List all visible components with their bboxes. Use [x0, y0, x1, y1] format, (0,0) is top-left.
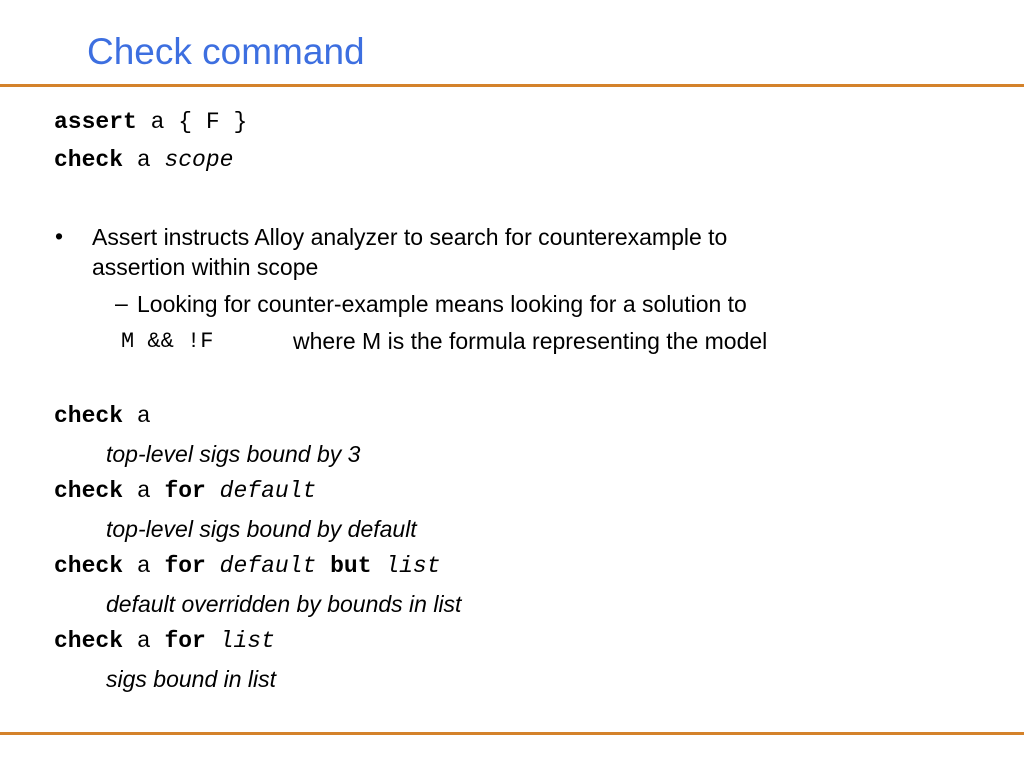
example-command [54, 402, 151, 430]
example-command [54, 477, 316, 505]
assert-rest: a { F } [136, 109, 248, 135]
formula: M && !F [121, 329, 214, 354]
check-scope: scope [164, 147, 234, 173]
formula-description: where M is the formula representing the model [293, 328, 768, 354]
assert-keyword: assert [54, 109, 137, 135]
command-parameter: default [205, 478, 317, 504]
top-divider [0, 84, 1024, 87]
command-text: a [123, 553, 165, 579]
syntax-assert-line [54, 108, 247, 136]
example-command [54, 627, 275, 655]
sub-bullet-text: Looking for counter-example means looking for a solution to [137, 291, 747, 317]
syntax-check-line [54, 146, 233, 174]
command-keyword: check [54, 478, 124, 504]
command-keyword: check [54, 628, 124, 654]
command-keyword: for [164, 553, 206, 579]
example-command [54, 552, 441, 580]
command-keyword: for [164, 478, 206, 504]
command-text: a [123, 628, 165, 654]
command-keyword: for [164, 628, 206, 654]
slide-title: Check command [87, 31, 365, 72]
command-parameter: list [205, 628, 275, 654]
bullet-line-1: Assert instructs Alloy analyzer to search for counterexample to [92, 224, 728, 250]
example-description: sigs bound in list [106, 666, 277, 692]
command-parameter: default [205, 553, 331, 579]
check-keyword: check [54, 147, 124, 173]
command-keyword: check [54, 403, 124, 429]
command-text: a [123, 403, 151, 429]
command-text: a [123, 478, 165, 504]
command-keyword: check [54, 553, 124, 579]
bullet-line-2: assertion within scope [92, 254, 319, 280]
bottom-divider [0, 732, 1024, 735]
command-keyword: but [330, 553, 372, 579]
example-description: default overridden by bounds in list [106, 591, 462, 617]
command-parameter: list [371, 553, 441, 579]
example-description: top-level sigs bound by 3 [106, 441, 361, 467]
example-description: top-level sigs bound by default [106, 516, 417, 542]
check-rest: a [123, 147, 165, 173]
sub-bullet-marker: – [115, 290, 128, 316]
bullet-marker: • [55, 223, 64, 249]
